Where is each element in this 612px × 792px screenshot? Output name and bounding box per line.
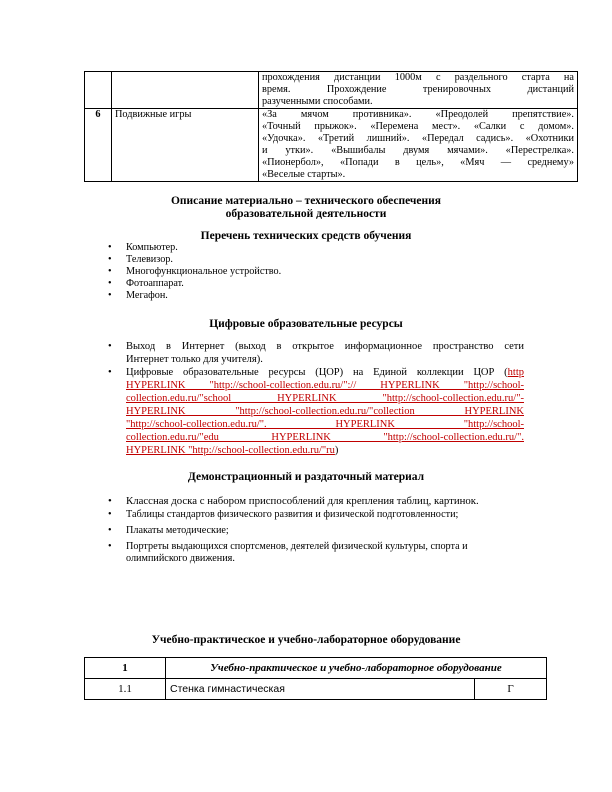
list-item-text: ) xyxy=(334,445,339,456)
row-mark-cell: Г xyxy=(475,679,547,700)
section-title xyxy=(0,195,612,221)
list-item: • Таблицы стандартов физического развития и физической подготовленности; xyxy=(108,509,518,521)
description-line: и утки». «Вышибалы двумя мячами». «Перестрелка». xyxy=(262,145,574,156)
row-num-cell: 1.1 xyxy=(85,679,166,700)
list-item xyxy=(108,366,524,457)
equipment-title: Учебно-практическое и учебно-лабораторное оборудование xyxy=(151,634,461,646)
list-item-line: • Выход в Интернет (выход в открытое информационное пространство сети xyxy=(126,341,524,352)
list-item xyxy=(108,340,524,366)
list-item: • Плакаты методические; xyxy=(108,525,518,537)
row-name-cell xyxy=(112,72,259,109)
demo-title: Демонстрационный и раздаточный материал xyxy=(187,471,425,483)
description-line: время. Прохождение тренировочных дистанций xyxy=(262,84,574,95)
collection-link[interactable]: HYPERLINK "http://school-collection.edu.ru/"ru xyxy=(126,445,335,456)
section-title-line: Описание материально – технического обеспечения xyxy=(170,195,441,207)
description-line: «Веселые старты». xyxy=(262,169,346,180)
description-line: «Точный прыжок». «Перемена мест». «Салки с домом». xyxy=(262,121,574,132)
description-line: прохождения дистанции 1000м с раздельного старта на xyxy=(262,72,574,83)
equipment-table xyxy=(84,657,547,700)
list-item-line: Интернет только для учителя). xyxy=(126,354,263,365)
row-name-cell: Подвижные игры xyxy=(112,109,259,182)
list-item: • Компьютер. xyxy=(108,242,508,254)
collection-link[interactable]: "http://school-collection.edu.ru/". HYPERLINK "http://school- xyxy=(126,419,524,430)
table-row xyxy=(85,679,547,700)
table-row xyxy=(85,72,578,109)
list-item: • Классная доска с набором приспособлений для крепления таблиц, картинок. xyxy=(108,495,518,507)
description-line: «Пионербол», «Попади в цель», «Мяч — среднему» xyxy=(262,157,574,168)
row-description-cell xyxy=(259,109,578,182)
row-number-cell: 6 xyxy=(85,109,112,182)
activities-table xyxy=(84,71,578,182)
tech-list xyxy=(108,242,508,302)
list-item: • Многофункциональное устройство. xyxy=(108,266,508,278)
list-item: • Мегафон. xyxy=(108,290,508,302)
description-line: «За мячом противника». «Преодолей препятствие». xyxy=(262,109,574,120)
collection-link[interactable]: HYPERLINK "http://school-collection.edu.ru/":// HYPERLINK "http://school- xyxy=(126,380,524,391)
demo-list xyxy=(108,495,518,565)
collection-link[interactable]: collection.edu.ru/"school HYPERLINK "http://school-collection.edu.ru/"- xyxy=(126,393,524,404)
tech-title: Перечень технических средств обучения xyxy=(200,230,412,242)
header-name-cell: Учебно-практическое и учебно-лабораторное оборудование xyxy=(166,658,547,679)
row-number-cell xyxy=(85,72,112,109)
description-line: «Удочка». «Третий лишний». «Передал садись». «Охотники xyxy=(262,133,574,144)
list-item-line xyxy=(126,366,524,379)
list-item: • Портреты выдающихся спортсменов, деятелей физической культуры, спорта и олимпийского движения. xyxy=(108,541,506,565)
description-line: разученными способами. xyxy=(262,96,373,107)
list-item-line xyxy=(126,444,524,457)
header-num-cell: 1 xyxy=(85,658,166,679)
table-row xyxy=(85,658,547,679)
section-title-line: образовательной деятельности xyxy=(225,208,387,220)
list-item-text: Цифровые образовательные ресурсы (ЦОР) на Единой коллекции ЦОР ( xyxy=(126,367,508,378)
row-name-cell: Стенка гимнастическая xyxy=(166,679,475,700)
collection-link[interactable]: http xyxy=(507,367,524,378)
collection-link[interactable]: collection.edu.ru/"edu HYPERLINK "http://school-collection.edu.ru/". xyxy=(126,432,524,443)
collection-link[interactable]: HYPERLINK "http://school-collection.edu.ru/"collection HYPERLINK xyxy=(126,406,524,417)
row-description-cell xyxy=(259,72,578,109)
digital-title: Цифровые образовательные ресурсы xyxy=(209,318,403,330)
list-item: • Телевизор. xyxy=(108,254,508,266)
list-item: • Фотоаппарат. xyxy=(108,278,508,290)
table-row xyxy=(85,109,578,182)
digital-list xyxy=(108,340,524,457)
